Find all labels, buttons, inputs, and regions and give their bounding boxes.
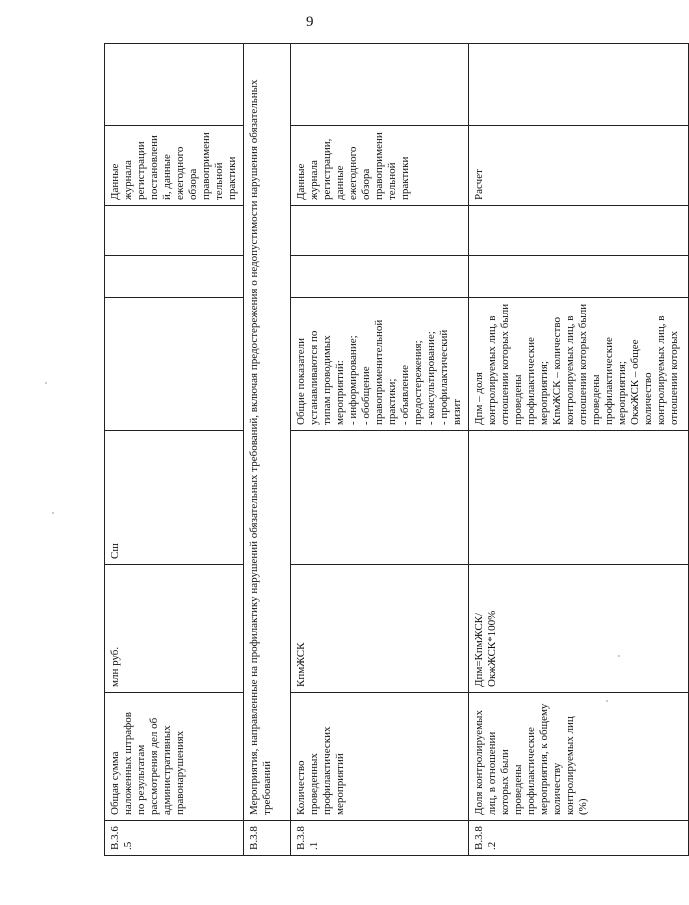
row-code: B.3.8 <box>244 821 291 856</box>
indicator-symbol <box>469 431 689 565</box>
empty-cell <box>291 44 469 126</box>
empty-cell <box>105 256 244 298</box>
scan-speck <box>606 700 608 702</box>
table-row <box>291 44 469 856</box>
indicator-name: Доля контролируемых лиц, в отношении которых были проведены профилактические мероприятия, к общему количеству контролируемых лиц (%) <box>469 693 689 821</box>
indicator-symbol: Сш <box>105 431 244 565</box>
row-code: B.3.8.1 <box>291 821 469 856</box>
indicator-name: Количество проведенных профилактических мероприятий <box>291 693 469 821</box>
indicator-formula: млн руб. <box>105 565 244 693</box>
table-row <box>105 44 244 856</box>
row-code: B.3.6.5 <box>105 821 244 856</box>
scan-speck <box>52 512 54 514</box>
indicator-source: Данные журнала регистрации, данные ежегодного обзора правоприменительной практики <box>291 126 469 206</box>
empty-cell <box>105 44 244 126</box>
row-code: B.3.8.2 <box>469 821 689 856</box>
indicator-description: Дпм – доля контролируемых лиц, в отношении которых были проведены профилактические мероприятия; КпмЖСК – количество контролируемых лиц, в отношении которых были проведены профилактические мероприятия; ОкжЖСК – общее количество контролируемых лиц, в отношении которых <box>469 298 689 431</box>
indicator-symbol <box>291 431 469 565</box>
indicator-formula: Дпм=КпмЖСК/ ОкжЖСК*100% <box>469 565 689 693</box>
empty-cell <box>469 256 689 298</box>
empty-cell <box>105 206 244 256</box>
indicator-source: Данные журнала регистрации постановлений, данные ежегодного обзора правоприменительной практики <box>105 126 244 206</box>
indicator-description <box>105 298 244 431</box>
section-title: Мероприятия, направленные на профилактику нарушений обязательных требований, включая предостережения о недопустимости нарушения обязательных требований <box>244 44 291 821</box>
indicator-source: Расчет <box>469 126 689 206</box>
empty-cell <box>469 206 689 256</box>
indicator-description: Общие показатели устанавливаются по типам проводимых мероприятий: - информирование; - обобщение правоприменительной практики; - объявление предостережения; - консультирование; - профилактический визит <box>291 298 469 431</box>
empty-cell <box>469 44 689 126</box>
indicator-name: Общая сумма наложенных штрафов по результатам рассмотрения дел об административных правонарушениях <box>105 693 244 821</box>
table-row <box>469 44 689 856</box>
empty-cell <box>291 206 469 256</box>
scan-speck <box>45 382 47 384</box>
empty-cell <box>291 256 469 298</box>
scan-speck <box>618 655 620 657</box>
rotated-table-container <box>104 44 680 856</box>
page-number: 9 <box>306 14 314 30</box>
table-row <box>244 44 291 856</box>
indicator-formula: КпмЖСК <box>291 565 469 693</box>
indicators-table <box>104 43 689 856</box>
